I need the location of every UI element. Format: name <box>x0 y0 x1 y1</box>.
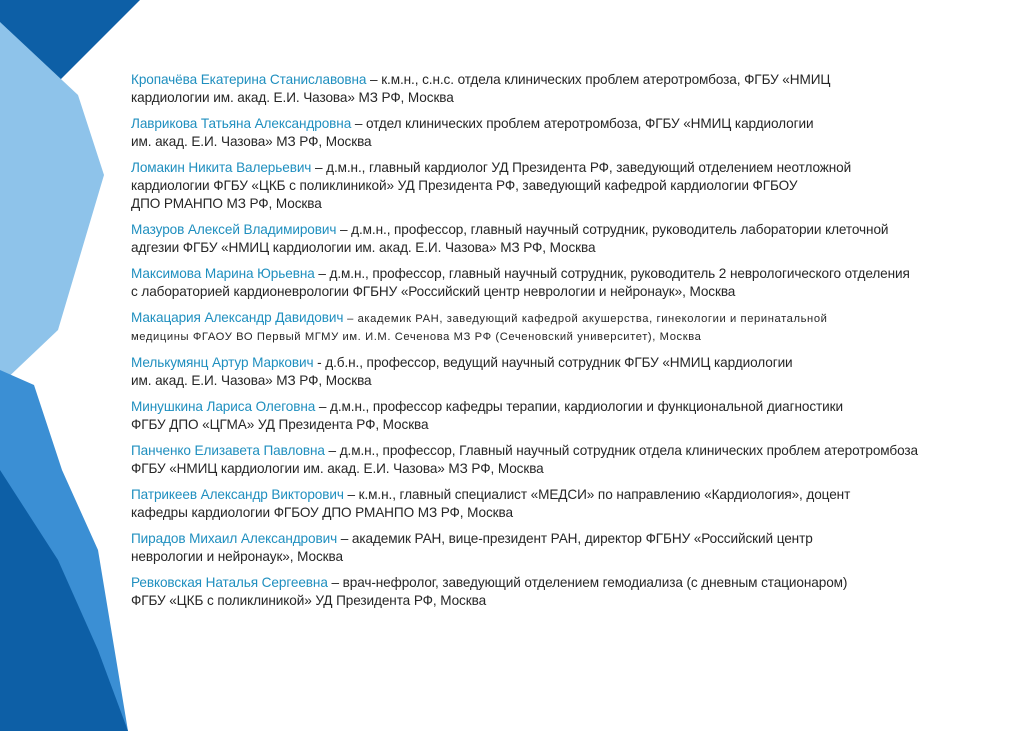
person-description-line2: кардиологии им. акад. Е.И. Чазова» МЗ РФ, Москва <box>131 90 454 105</box>
person-name: Макацария Александр Давидович <box>131 310 344 325</box>
person-name: Мелькумянц Артур Маркович <box>131 355 314 370</box>
person-description: – к.м.н., главный специалист «МЕДСИ» по направлению «Кардиология», доцент <box>343 487 851 502</box>
person-name: Пирадов Михаил Александрович <box>131 531 338 546</box>
list-item <box>131 71 981 107</box>
person-description: – академик РАН, заведующий кафедрой акушерства, гинекологии и перинатальной <box>343 313 828 325</box>
list-item <box>131 486 981 522</box>
person-name: Минушкина Лариса Олеговна <box>131 399 316 414</box>
person-description: – д.м.н., профессор, Главный научный сотрудник отдела клинических проблем атеротромбоза <box>324 443 918 458</box>
person-description-line2: неврологии и нейронаук», Москва <box>131 549 343 564</box>
list-item <box>131 221 981 257</box>
light-chevron <box>0 22 104 385</box>
list-item <box>131 398 981 434</box>
person-description: – к.м.н., с.н.с. отдела клинических проблем атеротромбоза, ФГБУ «НМИЦ <box>366 72 831 87</box>
person-description-line2: им. акад. Е.И. Чазова» МЗ РФ, Москва <box>131 134 372 149</box>
person-description: – д.м.н., профессор, главный научный сотрудник, руководитель лаборатории клеточной <box>336 222 889 237</box>
person-description-line3: ДПО РМАНПО МЗ РФ, Москва <box>131 196 322 211</box>
person-name: Максимова Марина Юрьевна <box>131 266 315 281</box>
person-description: – отдел клинических проблем атеротромбоза, ФГБУ «НМИЦ кардиологии <box>351 116 814 131</box>
person-description: - д.б.н., профессор, ведущий научный сотрудник ФГБУ «НМИЦ кардиологии <box>313 355 793 370</box>
participants-list <box>131 71 981 618</box>
person-description-line2: им. акад. Е.И. Чазова» МЗ РФ, Москва <box>131 373 372 388</box>
person-name: Ломакин Никита Валерьевич <box>131 160 312 175</box>
person-description: – д.м.н., профессор кафедры терапии, кардиологии и функциональной диагностики <box>315 399 843 414</box>
list-item <box>131 442 981 478</box>
list-item <box>131 574 981 610</box>
list-item <box>131 265 981 301</box>
person-name: Панченко Елизавета Павловна <box>131 443 325 458</box>
list-item <box>131 115 981 151</box>
person-description-line2: кафедры кардиологии ФГБОУ ДПО РМАНПО МЗ РФ, Москва <box>131 505 513 520</box>
person-description-line2: ФГБУ «НМИЦ кардиологии им. акад. Е.И. Чазова» МЗ РФ, Москва <box>131 461 544 476</box>
person-description-line2: ФГБУ ДПО «ЦГМА» УД Президента РФ, Москва <box>131 417 429 432</box>
list-item <box>131 309 981 346</box>
left-decorative-shapes <box>0 0 140 731</box>
person-description: – д.м.н., профессор, главный научный сотрудник, руководитель 2 неврологического отделения <box>314 266 910 281</box>
person-description-line2: адгезии ФГБУ «НМИЦ кардиологии им. акад. Е.И. Чазова» МЗ РФ, Москва <box>131 240 596 255</box>
person-description: – академик РАН, вице-президент РАН, директор ФГБНУ «Российский центр <box>337 531 813 546</box>
person-name: Лаврикова Татьяна Александровна <box>131 116 352 131</box>
person-description-line2: кардиологии ФГБУ «ЦКБ с поликлиникой» УД Президента РФ, заведующий кафедрой кардиологии ФГБОУ <box>131 178 798 193</box>
list-item <box>131 530 981 566</box>
list-item <box>131 159 981 213</box>
list-item <box>131 354 981 390</box>
person-name: Кропачёва Екатерина Станиславовна <box>131 72 367 87</box>
person-description: – д.м.н., главный кардиолог УД Президента РФ, заведующий отделением неотложной <box>311 160 852 175</box>
person-description-line2: медицины ФГАОУ ВО Первый МГМУ им. И.М. Сеченова МЗ РФ (Сеченовский университет), Москва <box>131 331 702 343</box>
person-description-line2: с лабораторией кардионеврологии ФГБНУ «Российский центр неврологии и нейронаук», Москва <box>131 284 736 299</box>
person-name: Патрикеев Александр Викторович <box>131 487 344 502</box>
person-description: – врач-нефролог, заведующий отделением гемодиализа (с дневным стационаром) <box>327 575 848 590</box>
person-description-line2: ФГБУ «ЦКБ с поликлиникой» УД Президента РФ, Москва <box>131 593 487 608</box>
person-name: Мазуров Алексей Владимирович <box>131 222 337 237</box>
person-name: Ревковская Наталья Сергеевна <box>131 575 328 590</box>
